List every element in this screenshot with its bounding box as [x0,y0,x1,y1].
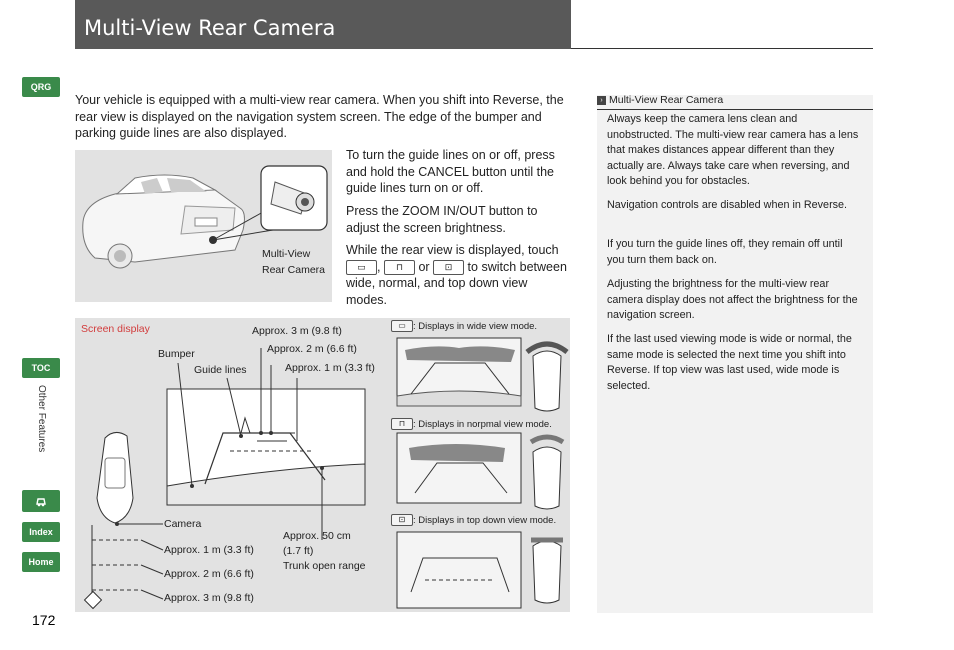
bumper-label: Bumper [158,348,195,360]
wide-view-icon[interactable]: ▭ [346,260,377,275]
approx-50cm-label [283,529,366,574]
notes-heading-text: Multi-View Rear Camera [609,94,724,106]
photo-caption-line2: Rear Camera [262,264,326,276]
top-mode-caption [391,513,556,528]
approx-50cm-line1: Approx. 50 cm [283,530,351,542]
separator-or: or [418,259,430,274]
note-navigation: Navigation controls are disabled when in Reverse. [607,199,848,211]
instruction-view-modes [346,242,569,308]
intro-paragraph: Your vehicle is equipped with a multi-view rear camera. When you shift into Reverse, the rear view is displayed on the navigation system screen. The edge of the bumper and parking guide lines are also displayed. [75,93,564,140]
notes-heading [597,93,873,110]
photo-caption-line1: Multi-View [262,248,311,260]
title-rule [571,48,873,49]
instruction-brightness: Press the ZOOM IN/OUT button to adjust the screen brightness. [346,204,538,235]
approx-3m-label: Approx. 3 m (9.8 ft) [252,325,342,337]
note-brightness: Adjusting the brightness for the multi-view rear camera display does not affect the brightness for the navigation screen. [607,278,858,322]
note-view-mode: If the last used viewing mode is wide or normal, the same mode is selected the next time you shift into Reverse. If top view was last used, wide mode is selected. [607,333,852,392]
view-modes-text-start: While the rear view is displayed, touch [346,243,559,257]
wide-mode-text: : Displays in wide view mode. [413,321,538,332]
guide-lines-label: Guide lines [194,364,247,376]
qrg-button[interactable]: QRG [22,77,60,97]
car-illustration [75,150,332,302]
wide-mode-caption [391,319,537,334]
screen-display-label: Screen display [81,323,150,335]
approx-2m-label: Approx. 2 m (6.6 ft) [267,343,357,355]
home-button[interactable]: Home [22,552,60,572]
car-photo [75,150,332,302]
wide-view-small-icon: ▭ [391,320,413,332]
top-view-small-icon: ⊡ [391,514,413,526]
approx-1m-label: Approx. 1 m (3.3 ft) [285,362,375,374]
view-modes-text-end: to switch between wide, normal, and top down view modes. [346,259,567,307]
normal-view-small-icon: ⊓ [391,418,413,430]
guide-diagram [75,318,570,612]
note-lens: Always keep the camera lens clean and unobstructed. The multi-view rear camera has a lens that makes distances appear different than they actually are. Always take care when reversing, and look behind you for obstacles. [607,113,859,188]
note-guide-lines: If you turn the guide lines off, they remain off until you turn them back on. [607,238,843,266]
normal-mode-text: : Displays in norpmal view mode. [413,419,552,430]
toc-button[interactable]: TOC [22,358,60,378]
separator-comma: , [377,259,381,274]
side-approx-3m-label: Approx. 3 m (9.8 ft) [164,592,254,604]
car-features-icon [34,494,48,508]
instruction-guide-lines: To turn the guide lines on or off, press and hold the CANCEL button until the guide lines turn on or off. [346,148,555,195]
top-mode-text: : Displays in top down view mode. [413,515,557,526]
camera-label: Camera [164,518,202,530]
index-button[interactable]: Index [22,522,60,542]
photo-caption [262,246,325,278]
page-title: Multi-View Rear Camera [84,16,336,40]
trunk-open-range: Trunk open range [283,560,366,572]
side-approx-1m-label: Approx. 1 m (3.3 ft) [164,544,254,556]
approx-50cm-line2: (1.7 ft) [283,545,314,557]
chapter-icon-button[interactable] [22,490,60,512]
page-number: 172 [32,612,56,628]
section-label: Other Features [36,385,47,453]
side-approx-2m-label: Approx. 2 m (6.6 ft) [164,568,254,580]
normal-mode-caption [391,417,552,432]
normal-view-icon[interactable]: ⊓ [384,260,415,275]
top-view-icon[interactable]: ⊡ [433,260,464,275]
chevron-right-icon: › [597,96,606,105]
